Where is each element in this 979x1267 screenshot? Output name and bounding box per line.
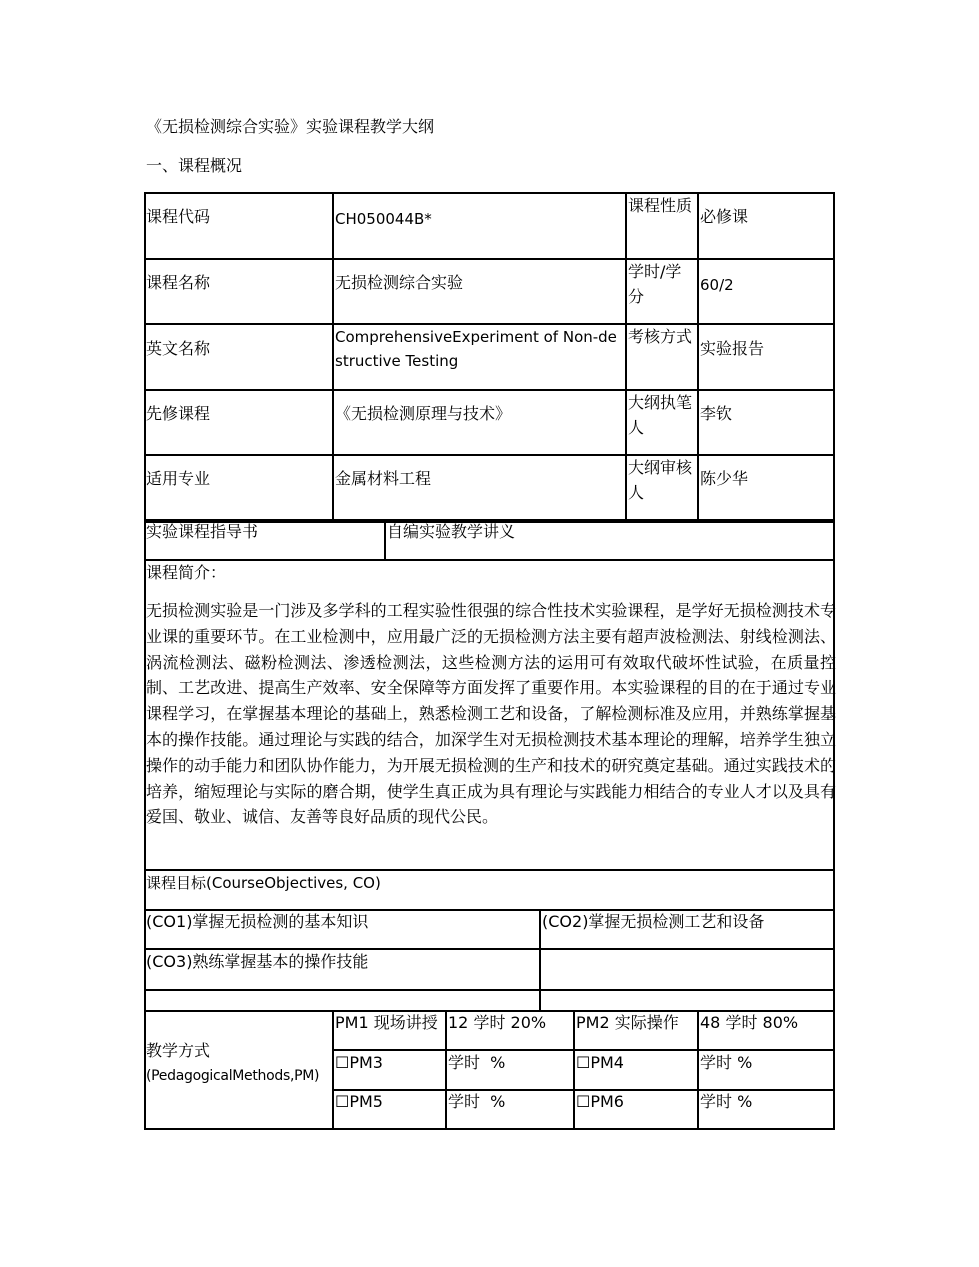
prerequisite-value: 《无损检测原理与技术》 [335,404,512,423]
course-nature-value: 必修课 [700,207,749,226]
syllabus-reviewer-value: 陈少华 [700,469,749,488]
method-pm6-hours: 学时 % [700,1092,753,1111]
col-divider [384,521,386,559]
row-divider [144,389,835,391]
english-name-value: ComprehensiveExperiment of Non-destructive Testing [335,328,617,370]
methods-label-line1: 教学方式 [146,1041,211,1060]
method-pm5: ☐PM5 [335,1092,383,1111]
col-divider [573,1010,575,1129]
row-divider [144,258,835,260]
section-heading: 一、课程概况 [146,156,243,175]
lab-guide-value: 自编实验教学讲义 [387,522,516,541]
objectives-header: 课程目标(CourseObjectives, CO) [146,874,381,892]
col-divider [332,1010,334,1129]
course-nature-label: 课程性质 [628,196,693,215]
syllabus-author-value: 李钦 [700,404,733,423]
method-pm1: PM1 现场讲授 [335,1013,438,1032]
hours-credits-value: 60/2 [700,276,734,294]
col-divider [539,909,541,1010]
english-name-label: 英文名称 [146,339,211,358]
method-pm2-hours: 48 学时 80% [700,1013,799,1032]
method-pm3-hours: 学时 % [448,1053,506,1072]
hours-credits-label: 学时/学分 [628,262,682,306]
course-name-value: 无损检测综合实验 [335,273,464,292]
row-divider [144,192,835,194]
applicable-major-label: 适用专业 [146,469,211,488]
document-title: 《无损检测综合实验》实验课程教学大纲 [146,117,435,136]
lab-guide-label: 实验课程指导书 [146,522,259,541]
syllabus-reviewer-label: 大纲审核人 [628,458,693,502]
course-name-label: 课程名称 [146,273,211,292]
objective-co1: (CO1)掌握无损检测的基本知识 [146,912,369,931]
col-divider [332,192,334,521]
method-pm6: ☐PM6 [576,1092,624,1111]
row-divider [144,559,835,561]
method-pm3: ☐PM3 [335,1053,383,1072]
col-divider [697,192,699,521]
method-pm1-hours: 12 学时 20% [448,1013,547,1032]
course-code-label: 课程代码 [146,207,211,226]
method-pm2: PM2 实际操作 [576,1013,679,1032]
methods-label-line2: (PedagogicalMethods,PM) [146,1068,320,1084]
intro-label: 课程简介： [146,563,227,582]
row-divider [144,454,835,456]
col-divider [697,1010,699,1129]
method-pm5-hours: 学时 % [448,1092,506,1111]
applicable-major-value: 金属材料工程 [335,469,432,488]
syllabus-author-label: 大纲执笔人 [628,393,693,437]
method-pm4: ☐PM4 [576,1053,624,1072]
assessment-value: 实验报告 [700,339,765,358]
col-divider [445,1010,447,1129]
prerequisite-label: 先修课程 [146,404,211,423]
row-divider [144,1128,835,1130]
col-divider [625,192,627,521]
assessment-label: 考核方式 [628,327,693,346]
method-pm4-hours: 学时 % [700,1053,753,1072]
objective-co3: (CO3)熟练掌握基本的操作技能 [146,952,369,971]
intro-text: 无损检测实验是一门涉及多学科的工程实验性很强的综合性技术实验课程，是学好无损检测技术专业课的重要环节。在工业检测中，应用最广泛的无损检测方法主要有超声波检测法、射线检测法、涡流检测法、磁粉检测法、渗透检测法，这些检测方法的运用可有效取代破坏性试验，在质量控制、工艺改进、提高生产效率、安全保障等方面发挥了重要作用。本实验课程的目的在于通过专业课程学习，在掌握基本理论的基础上，熟悉检测工艺和设备，了解检测标准及应用，并熟练掌握基本的操作技能。通过理论与实践的结合，加深学生对无损检测技术基本理论的理解，培养学生独立操作的动手能力和团队协作能力，为开展无损检测的生产和技术的研究奠定基础。通过实践技术的培养，缩短理论与实际的磨合期，使学生真正成为具有理论与实践能力相结合的专业人才以及具有爱国、敬业、诚信、友善等良好品质的现代公民。 [146,601,836,827]
course-code-value: CH050044B* [335,210,432,228]
objective-co2: (CO2)掌握无损检测工艺和设备 [542,912,765,931]
row-divider [144,989,835,991]
